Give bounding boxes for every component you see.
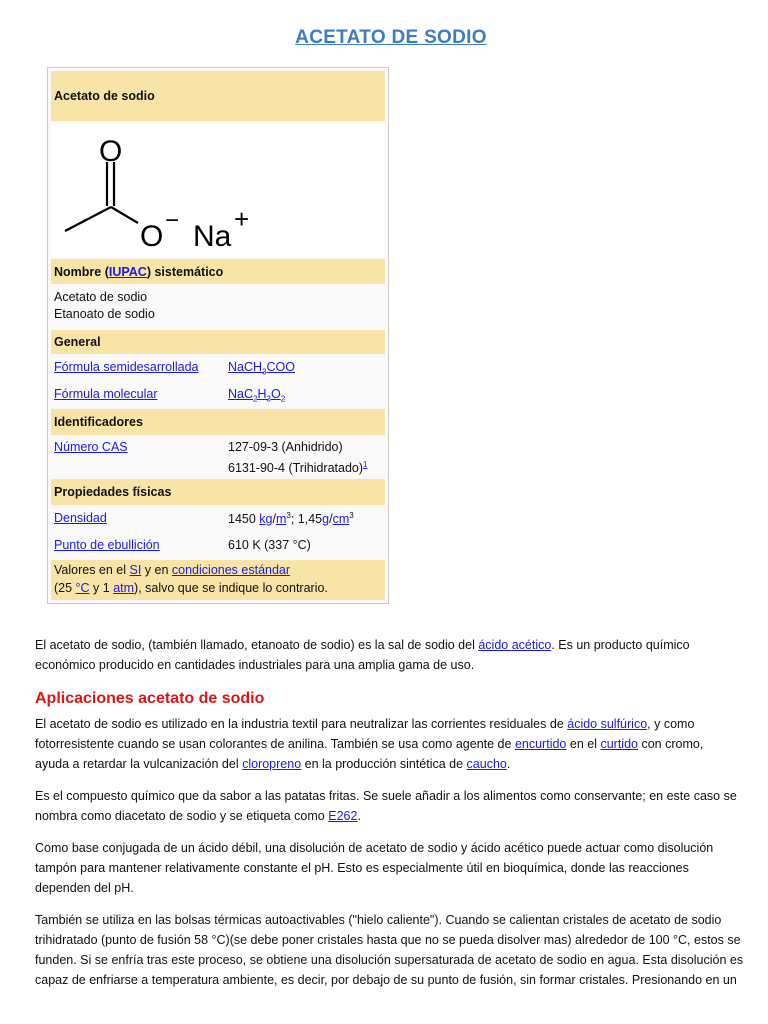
intro-paragraph: [35, 635, 753, 675]
charge-minus: −: [165, 207, 180, 234]
nombre-prefix: Nombre (: [54, 264, 109, 279]
sodium-acetate-structure: [51, 122, 385, 258]
caucho-link[interactable]: caucho: [466, 757, 507, 771]
densidad-label[interactable]: Densidad: [54, 511, 107, 525]
footer-c: (25: [54, 581, 76, 595]
formula-mol-row: [51, 382, 385, 408]
paragraph-textil: [35, 714, 753, 774]
bond-c-o: [111, 207, 138, 223]
cloropreno-link[interactable]: cloropreno: [242, 757, 302, 771]
fm-a: NaC: [228, 387, 254, 401]
curtido-link[interactable]: curtido: [600, 737, 638, 751]
p3-line1: Como base conjugada de un ácido débil, una disolución de acetato de sodio y ácido acético puede actuar como disolución: [35, 841, 714, 855]
fm-c: H: [257, 387, 267, 401]
propiedades-header: Propiedades físicas: [51, 479, 385, 505]
names-cell: [51, 287, 385, 331]
nombre-suffix: ) sistemático: [146, 264, 224, 279]
bond-methyl: [65, 207, 111, 231]
densidad-row: [51, 506, 385, 532]
g-link[interactable]: g: [322, 512, 330, 527]
densidad-value: [228, 511, 354, 526]
formula-semi-row: [51, 355, 385, 381]
charge-plus: +: [234, 204, 250, 234]
dens-slash1: /: [272, 512, 276, 527]
cas-label[interactable]: Número CAS: [54, 440, 128, 454]
fm-e: O: [270, 387, 281, 401]
kg-link[interactable]: kg: [259, 512, 273, 527]
cm-link[interactable]: cm: [332, 512, 350, 527]
formula-mol-label[interactable]: Fórmula molecular: [54, 387, 158, 401]
fs-b: 3: [262, 367, 267, 377]
dens-mid: ; 1,45: [290, 512, 323, 527]
footer-b: y en: [141, 563, 172, 577]
p4-line2: trihidratado (punto de fusión 58 °C)(se debe poner cristales hasta que no se pueda disolver mas) alrededor de 100 °C, estos se: [35, 933, 741, 947]
page-title: ACETATO DE SODIO: [295, 27, 487, 48]
fm-b: 2: [253, 394, 258, 404]
formula-semi-value[interactable]: [228, 360, 295, 377]
p1-a: El acetato de sodio es utilizado en la industria textil para neutralizar las corrientes residuales de: [35, 717, 568, 731]
cas-trihidratado: 6131-90-4 (Trihidratado): [228, 461, 364, 476]
p1-g: en la producción sintética de: [301, 757, 467, 771]
p4-line3: funden. Si se enfría tras este proceso, se obtiene una disolución supersaturada de acetato de sodio en agua. Esta disolución es: [35, 953, 744, 967]
intro-a: El acetato de sodio, (también llamado, etanoato de sodio) es la sal de sodio del: [35, 638, 479, 652]
celsius-link[interactable]: °C: [75, 581, 90, 595]
nombre-header: [51, 259, 385, 284]
p1-b: , y como: [647, 717, 695, 731]
e262-link[interactable]: E262: [328, 809, 358, 823]
iupac-link[interactable]: IUPAC: [108, 264, 147, 279]
p1-e: con cromo,: [637, 737, 704, 751]
cas-anhidrido: 127-09-3 (Anhidrido): [228, 440, 343, 454]
dens-slash2: /: [329, 512, 333, 527]
paragraph-hielo-caliente: [35, 910, 753, 990]
p1-d: en el: [566, 737, 601, 751]
footer-e: ), salvo que se indique lo contrario.: [134, 581, 328, 595]
chem-infobox: [47, 67, 389, 604]
p1-f: ayuda a retardar la vulcanización del: [35, 757, 243, 771]
p1-c: fotorresistente cuando se usan colorantes de anilina. También se usa como agente de: [35, 737, 515, 751]
dens-exp1: 3: [286, 511, 291, 520]
atom-o-carbonyl: O: [99, 135, 123, 168]
atm-link[interactable]: atm: [113, 581, 135, 595]
fs-a: NaCH: [228, 360, 263, 374]
encurtido-link[interactable]: encurtido: [514, 737, 567, 751]
paragraph-tampon: [35, 838, 753, 898]
ebullicion-label[interactable]: Punto de ebullición: [54, 538, 160, 552]
condiciones-link[interactable]: condiciones estándar: [171, 563, 291, 577]
paragraph-patatas: [35, 786, 753, 826]
infobox-footer: [51, 560, 385, 600]
footer-d: y 1: [89, 581, 114, 595]
atom-o-anion: O: [140, 220, 164, 253]
acido-sulfurico-link[interactable]: ácido sulfúrico: [567, 717, 648, 731]
p4-line1: También se utiliza en las bolsas térmicas autoactivables ("hielo caliente"). Cuando se calientan cristales de acetato de sodio: [35, 913, 722, 927]
p3-line3: dependen del pH.: [35, 881, 134, 895]
name-1: Acetato de sodio: [54, 290, 148, 304]
structure-diagram: [51, 122, 385, 258]
identificadores-header: Identificadores: [51, 409, 385, 435]
p3-line2: tampón para mantener relativamente constante el pH. Esto es especialmente útil en bioquímica, donde las reacciones: [35, 861, 689, 875]
si-link[interactable]: SI: [129, 563, 142, 577]
cas-values: [228, 439, 367, 477]
formula-semi-label[interactable]: Fórmula semidesarrollada: [54, 360, 199, 374]
infobox-header: Acetato de sodio: [51, 71, 385, 121]
general-header: General: [51, 330, 385, 354]
intro-line2: económico producido en cantidades industriales para una amplia gama de uso.: [35, 658, 475, 672]
p2-line1: Es el compuesto químico que da sabor a las patatas fritas. Se suele añadir a los alimentos como conservante; en este caso se: [35, 789, 737, 803]
p4-line4: capaz de enfriarse a temperatura ambiente, es decir, por debajo de su punto de fusión, sin formar cristales. Presionando en un: [35, 973, 737, 987]
p1-h: .: [506, 757, 511, 771]
fm-f: 2: [280, 394, 286, 404]
atom-na: Na: [193, 220, 232, 253]
fs-c: COO: [266, 360, 295, 374]
p2-a: nombra como diacetato de sodio y se etiqueta como: [35, 809, 329, 823]
footer-a: Valores en el: [54, 563, 130, 577]
ebullicion-value: 610 K (337 °C): [228, 538, 311, 552]
ebullicion-row: [51, 533, 385, 559]
dens-a: 1450: [228, 512, 260, 527]
formula-mol-value[interactable]: [228, 387, 285, 404]
cas-ref-link[interactable]: 1: [363, 460, 368, 469]
m-link[interactable]: m: [275, 512, 287, 527]
fm-d: 3: [266, 394, 271, 404]
cas-row: [51, 436, 385, 478]
acido-acetico-link[interactable]: ácido acético: [478, 638, 552, 652]
section-heading: Aplicaciones acetato de sodio: [35, 690, 265, 707]
intro-b: . Es un producto químico: [551, 638, 690, 652]
name-2: Etanoato de sodio: [54, 307, 155, 321]
p2-b: .: [357, 809, 361, 823]
dens-exp2: 3: [349, 511, 354, 520]
